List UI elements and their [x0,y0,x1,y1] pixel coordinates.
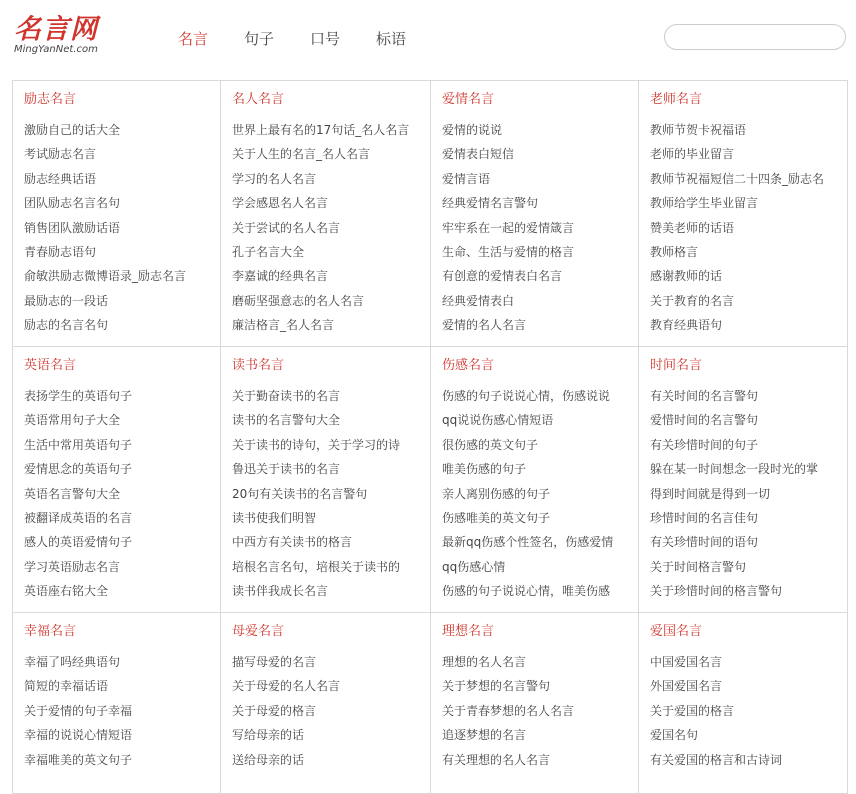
site-logo[interactable] [14,15,124,63]
quote-link[interactable]: 爱情表白短信 [442,147,515,162]
category-title[interactable]: 老师名言 [650,92,703,107]
quote-link[interactable]: 学会感恩名人名言 [232,196,329,211]
quote-link[interactable]: 关于母爱的名人名言 [232,679,341,694]
quote-link[interactable]: 考试励志名言 [24,147,97,162]
list-item [442,530,638,554]
quote-link[interactable]: 有关时间的名言警句 [650,389,759,403]
category-title[interactable]: 母爱名言 [232,624,285,639]
list-item [442,264,638,288]
list-item [232,191,430,215]
quote-link[interactable]: 亲人离别伤感的句子 [442,486,551,501]
list-item [442,748,638,772]
list-item [232,555,430,579]
list-item [24,530,220,554]
category-grid [12,80,848,794]
list-item [232,433,430,457]
list-item [232,506,430,530]
quote-link[interactable]: 关于母爱的格言 [232,703,317,718]
list-item [232,674,430,698]
list-item [24,555,220,579]
category-title[interactable]: 名人名言 [232,92,285,107]
list-item [24,167,220,191]
category-link-list [442,118,638,338]
list-item [442,118,638,142]
list-item [232,457,430,481]
quote-link[interactable]: 感人的英语爱情句子 [24,535,133,550]
quote-link[interactable]: 关于尝试的名人名言 [232,220,341,235]
quote-link[interactable]: 鲁迅关于读书的名言 [232,462,341,477]
list-item [442,579,638,603]
quote-link[interactable]: 被翻译成英语的名言 [24,510,133,525]
category-block [221,347,431,613]
list-item [650,579,847,603]
quote-link[interactable]: 爱情言语 [442,171,491,186]
list-item [442,289,638,313]
quote-link[interactable]: 励志经典话语 [24,171,97,186]
list-item [24,384,220,408]
quote-link[interactable]: 感谢教师的话 [650,269,723,284]
category-block [639,347,848,613]
category-title[interactable]: 英语名言 [24,358,77,373]
quote-link[interactable]: 最新qq伤感个性签名，伤感爱情 [442,535,614,550]
quote-link[interactable]: 关于时间格言警句 [650,559,747,574]
list-item [232,313,430,337]
site-header [0,0,856,78]
category-title[interactable]: 爱国名言 [650,624,703,639]
list-item [232,142,430,166]
quote-link[interactable]: 外国爱国名言 [650,679,723,694]
list-item [650,384,847,408]
list-item [24,723,220,747]
list-item [232,699,430,723]
list-item [650,699,847,723]
quote-link[interactable]: 有创意的爱情表白名言 [442,269,563,284]
list-item [650,216,847,240]
category-link-list [232,118,430,338]
list-item [442,433,638,457]
quote-link[interactable]: 读书使我们明智 [232,510,317,525]
category-block [431,81,639,347]
list-item [24,579,220,603]
quote-link[interactable]: 关于教育的名言 [650,293,735,308]
nav-tab-0[interactable]: 名言 [178,30,209,48]
quote-link[interactable]: 关于珍惜时间的格言警句 [650,584,783,599]
list-item [442,167,638,191]
quote-link[interactable]: 珍惜时间的名言佳句 [650,510,759,525]
quote-link[interactable]: 躲在某一时间想念一段时光的掌 [650,462,819,477]
quote-link[interactable]: 简短的幸福话语 [24,679,109,694]
quote-link[interactable]: 激励自己的话大全 [24,123,121,137]
quote-link[interactable]: 励志的名言名句 [24,318,109,333]
category-title[interactable]: 励志名言 [24,92,77,107]
list-item [650,264,847,288]
quote-link[interactable]: 中西方有关读书的格言 [232,535,353,550]
quote-link[interactable]: 有关爱国的格言和古诗词 [650,752,783,767]
list-item [442,482,638,506]
list-item [232,650,430,674]
list-item [232,240,430,264]
quote-link[interactable]: 写给母亲的话 [232,728,305,743]
quote-link[interactable]: qq伤感心情 [442,559,506,574]
list-item [442,699,638,723]
list-item [650,313,847,337]
list-item [232,723,430,747]
list-item [442,240,638,264]
quote-link[interactable]: 俞敏洪励志微博语录_励志名言 [24,269,187,284]
list-item [24,408,220,432]
quote-link[interactable]: 廉洁格言_名人名言 [232,318,335,333]
category-block [431,613,639,794]
list-item [442,408,638,432]
list-item [650,748,847,772]
main-nav [178,28,442,50]
list-item [442,216,638,240]
category-block [13,347,221,613]
list-item [232,748,430,772]
category-block [221,81,431,347]
category-block [221,613,431,794]
quote-link[interactable]: 有关理想的名人名言 [442,752,551,767]
quote-link[interactable]: 幸福了吗经典语句 [24,655,121,669]
list-item [650,167,847,191]
quote-link[interactable]: 李嘉诚的经典名言 [232,269,329,284]
quote-link[interactable]: 关于勤奋读书的名言 [232,389,341,403]
list-item [24,289,220,313]
quote-link[interactable]: 教师节贺卡祝福语 [650,123,747,137]
list-item [24,506,220,530]
list-item [24,748,220,772]
list-item [232,289,430,313]
quote-link[interactable]: 关于爱国的格言 [650,703,735,718]
search-input[interactable] [664,24,846,50]
category-block [431,347,639,613]
category-link-list [442,384,638,604]
list-item [650,555,847,579]
quote-link[interactable]: 教师格言 [650,244,699,259]
category-block [13,613,221,794]
quote-link[interactable]: 描写母爱的名言 [232,655,317,669]
quote-link[interactable]: 伤感唯美的英文句子 [442,510,551,525]
list-item [232,384,430,408]
quote-link[interactable]: 教师节祝福短信二十四条_励志名 [650,171,825,186]
quote-link[interactable]: qq说说伤感心情短语 [442,413,554,428]
list-item [232,408,430,432]
quote-link[interactable]: 幸福的说说心情短语 [24,728,133,743]
list-item [24,699,220,723]
logo-domain-text: MingYanNet.com [14,44,98,55]
list-item [24,457,220,481]
list-item [442,384,638,408]
list-item [24,482,220,506]
quote-link[interactable]: 幸福唯美的英文句子 [24,752,133,767]
quote-link[interactable]: 赞美老师的话语 [650,220,735,235]
category-block [13,81,221,347]
list-item [24,240,220,264]
quote-link[interactable]: 得到时间就是得到一切 [650,486,771,501]
nav-tab-1[interactable]: 句子 [244,30,275,48]
quote-link[interactable]: 爱惜时间的名言警句 [650,413,759,428]
quote-link[interactable]: 关于青春梦想的名人名言 [442,703,575,718]
list-item [650,142,847,166]
category-title[interactable]: 读书名言 [232,358,285,373]
list-item [650,408,847,432]
quote-link[interactable]: 关于人生的名言_名人名言 [232,147,371,162]
quote-link[interactable]: 送给母亲的话 [232,752,305,767]
list-item [24,650,220,674]
quote-link[interactable]: 读书伴我成长名言 [232,584,329,599]
list-item [650,433,847,457]
quote-link[interactable]: 很伤感的英文句子 [442,437,539,452]
category-link-list [24,650,220,772]
list-item [650,723,847,747]
category-title[interactable]: 理想名言 [442,624,495,639]
quote-link[interactable]: 关于读书的诗句，关于学习的诗 [232,437,401,452]
list-item [650,530,847,554]
quote-link[interactable]: 关于梦想的名言警句 [442,679,551,694]
list-item [232,167,430,191]
quote-link[interactable]: 生命、生活与爱情的格言 [442,244,575,259]
list-item [442,142,638,166]
quote-link[interactable]: 销售团队激励话语 [24,220,121,235]
quote-link[interactable]: 青春励志语句 [24,244,97,259]
list-item [232,579,430,603]
list-item [232,530,430,554]
list-item [650,240,847,264]
quote-link[interactable]: 英语常用句子大全 [24,413,121,428]
list-item [442,723,638,747]
list-item [442,674,638,698]
nav-tab-2[interactable]: 口号 [310,30,341,48]
quote-link[interactable]: 生活中常用英语句子 [24,437,133,452]
quote-link[interactable]: 表扬学生的英语句子 [24,389,133,403]
quote-link[interactable]: 有关珍惜时间的句子 [650,437,759,452]
quote-link[interactable]: 教育经典语句 [650,318,723,333]
nav-tab-3[interactable]: 标语 [376,30,407,48]
category-link-list [24,118,220,338]
quote-link[interactable]: 爱情的名人名言 [442,318,527,333]
quote-link[interactable]: 学习英语励志名言 [24,559,121,574]
list-item [24,264,220,288]
quote-link[interactable]: 世界上最有名的17句话_名人名言 [232,123,410,137]
list-item [24,674,220,698]
quote-link[interactable]: 教师给学生毕业留言 [650,196,759,211]
quote-link[interactable]: 追逐梦想的名言 [442,728,527,743]
list-item [24,142,220,166]
quote-link[interactable]: 团队励志名言名句 [24,196,121,211]
quote-link[interactable]: 伤感的句子说说心情，唯美伤感 [442,584,611,599]
quote-link[interactable]: 最励志的一段话 [24,293,109,308]
quote-link[interactable]: 中国爱国名言 [650,655,723,669]
category-block [639,81,848,347]
category-title[interactable]: 时间名言 [650,358,703,373]
quote-link[interactable]: 牢牢系在一起的爱情箴言 [442,220,575,235]
list-item [650,457,847,481]
quote-link[interactable]: 磨砺坚强意志的名人名言 [232,293,365,308]
quote-link[interactable]: 英语座右铭大全 [24,584,109,599]
list-item [442,506,638,530]
list-item [442,555,638,579]
quote-link[interactable]: 培根名言名句，培根关于读书的 [232,559,401,574]
list-item [650,650,847,674]
list-item [24,216,220,240]
list-item [650,289,847,313]
list-item [650,506,847,530]
list-item [650,482,847,506]
category-link-list [24,384,220,604]
category-link-list [442,650,638,772]
quote-link[interactable]: 伤感的句子说说心情，伤感说说 [442,389,611,403]
list-item [232,482,430,506]
list-item [232,264,430,288]
quote-link[interactable]: 读书的名言警句大全 [232,413,341,428]
list-item [24,433,220,457]
list-item [650,191,847,215]
quote-link[interactable]: 理想的名人名言 [442,655,527,669]
list-item [442,313,638,337]
quote-link[interactable]: 孔子名言大全 [232,244,305,259]
list-item [650,674,847,698]
list-item [24,118,220,142]
category-title[interactable]: 爱情名言 [442,92,495,107]
quote-link[interactable]: 老师的毕业留言 [650,147,735,162]
category-link-list [232,650,430,772]
list-item [442,457,638,481]
category-link-list [650,650,847,772]
category-link-list [232,384,430,604]
quote-link[interactable]: 英语名言警句大全 [24,486,121,501]
quote-link[interactable]: 经典爱情名言警句 [442,196,539,211]
logo-chinese-text: 名言网 [14,14,98,45]
list-item [24,313,220,337]
category-title[interactable]: 幸福名言 [24,624,77,639]
category-link-list [650,118,847,338]
quote-link[interactable]: 20句有关读书的名言警句 [232,486,368,501]
quote-link[interactable]: 关于爱情的句子幸福 [24,703,133,718]
quote-link[interactable]: 爱情的说说 [442,123,503,137]
quote-link[interactable]: 经典爱情表白 [442,293,515,308]
list-item [650,118,847,142]
quote-link[interactable]: 爱国名句 [650,728,699,743]
list-item [442,650,638,674]
category-block [639,613,848,794]
category-link-list [650,384,847,604]
list-item [442,191,638,215]
category-title[interactable]: 伤感名言 [442,358,495,373]
list-item [24,191,220,215]
quote-link[interactable]: 爱情思念的英语句子 [24,462,133,477]
list-item [232,216,430,240]
quote-link[interactable]: 学习的名人名言 [232,171,317,186]
list-item [232,118,430,142]
quote-link[interactable]: 唯美伤感的句子 [442,462,527,477]
quote-link[interactable]: 有关珍惜时间的语句 [650,535,759,550]
